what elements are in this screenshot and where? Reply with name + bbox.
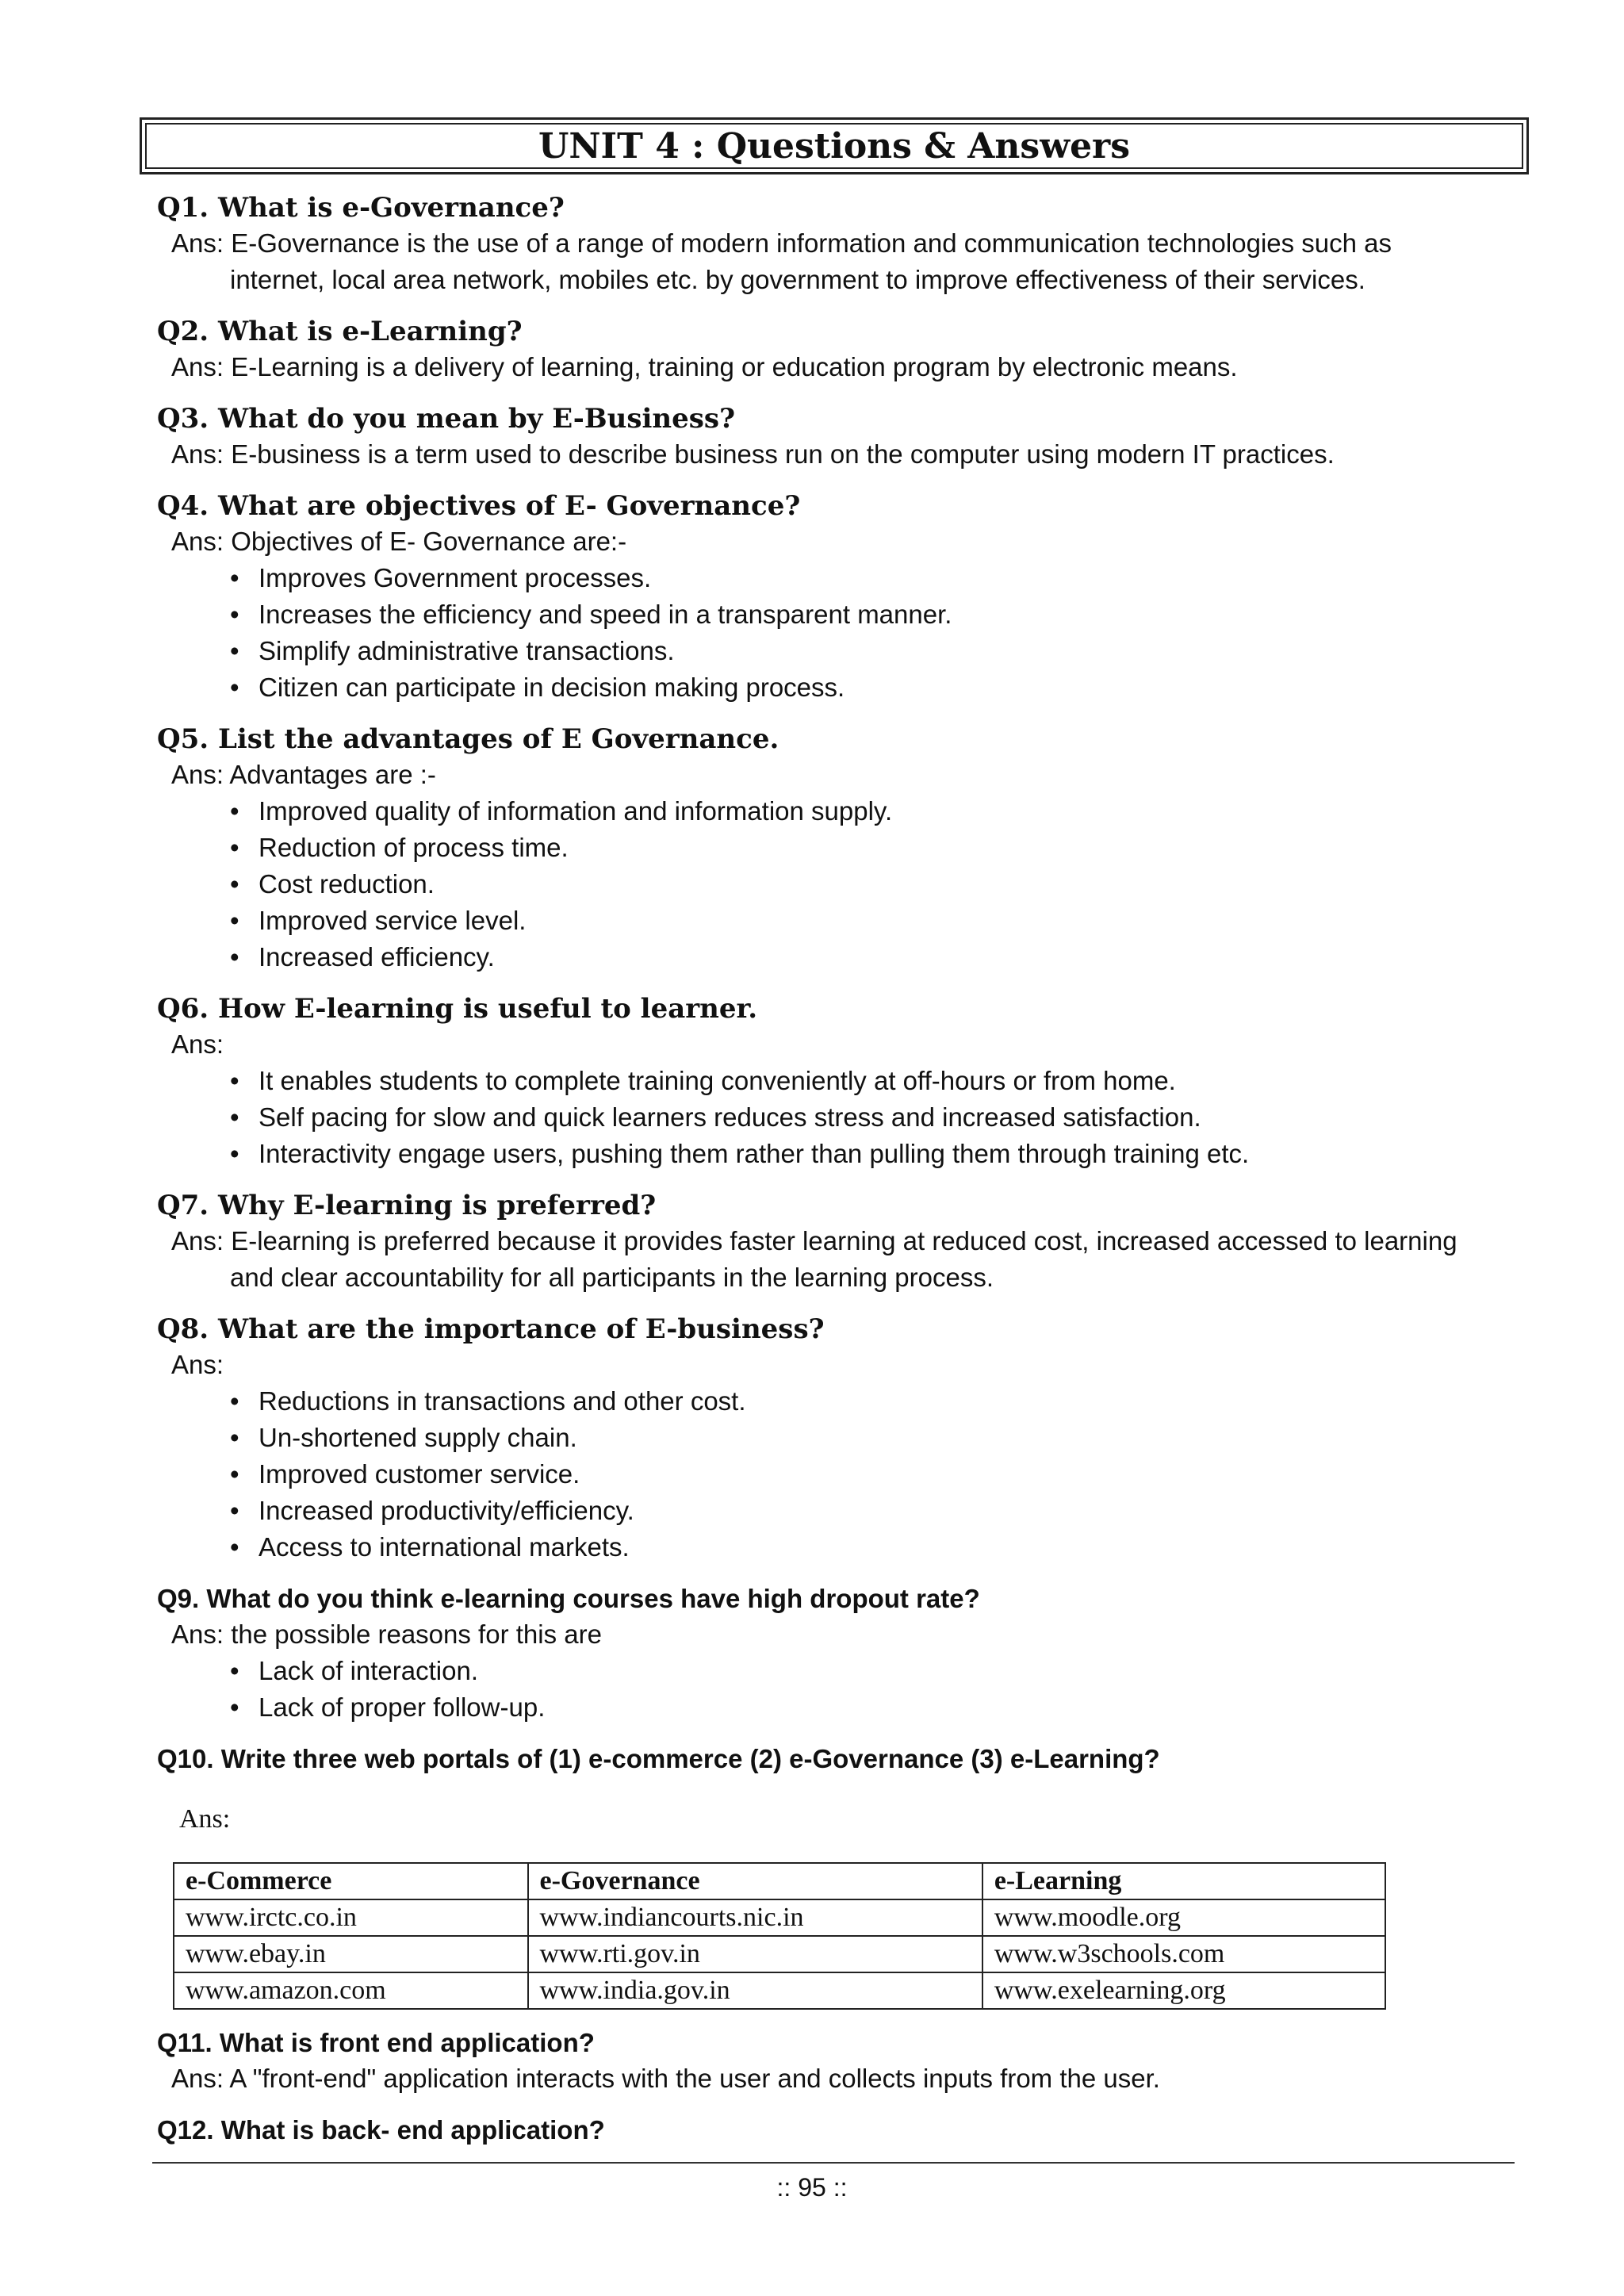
answer-text: Ans: Advantages are :- bbox=[171, 760, 436, 789]
list-item: • Improved customer service. bbox=[230, 1456, 1521, 1493]
table-cell: www.rti.gov.in bbox=[528, 1936, 982, 1972]
qa-block-q8 bbox=[157, 1312, 1521, 1566]
table-cell: www.w3schools.com bbox=[982, 1936, 1385, 1972]
answer-text: Ans: E-Learning is a delivery of learning, training or education program by electronic means. bbox=[171, 352, 1238, 381]
qa-block-q1 bbox=[157, 190, 1521, 298]
table-cell: www.ebay.in bbox=[174, 1936, 528, 1972]
qa-content bbox=[157, 190, 1521, 2164]
bullet-list bbox=[157, 1653, 1521, 1726]
answer-text: Ans: bbox=[179, 1804, 231, 1834]
answer-line: internet, local area network, mobiles etc. by government to improve effectiveness of their services. bbox=[230, 265, 1365, 294]
column-header: e-Governance bbox=[528, 1863, 982, 1899]
table-row bbox=[174, 1972, 1385, 2009]
table-row bbox=[174, 1899, 1385, 1936]
table-cell: www.moodle.org bbox=[982, 1899, 1385, 1936]
answer-text: Ans: E-business is a term used to describe business run on the computer using modern IT practices. bbox=[171, 439, 1335, 469]
table-cell: www.indiancourts.nic.in bbox=[528, 1899, 982, 1936]
qa-block-q6 bbox=[157, 991, 1521, 1172]
question-heading: Q3. What do you mean by E-Business? bbox=[157, 403, 735, 435]
qa-block-q5 bbox=[157, 722, 1521, 976]
list-item: • Un-shortened supply chain. bbox=[230, 1420, 1521, 1456]
list-item: • Improves Government processes. bbox=[230, 560, 1521, 596]
answer-text: Ans: A "front-end" application interacts with the user and collects inputs from the user. bbox=[171, 2064, 1160, 2093]
question-heading: Q10. Write three web portals of (1) e-commerce (2) e-Governance (3) e-Learning? bbox=[157, 1744, 1160, 1773]
bullet-list bbox=[157, 1383, 1521, 1566]
answer-line: Ans: E-learning is preferred because it provides faster learning at reduced cost, increased accessed to learning bbox=[171, 1226, 1457, 1255]
list-item: • Self pacing for slow and quick learners reduces stress and increased satisfaction. bbox=[230, 1099, 1521, 1136]
question-heading: Q7. Why E-learning is preferred? bbox=[157, 1190, 657, 1221]
column-header: e-Learning bbox=[982, 1863, 1385, 1899]
answer-text bbox=[171, 1223, 1521, 1296]
list-item: • Lack of proper follow-up. bbox=[230, 1689, 1521, 1726]
list-item: • Interactivity engage users, pushing them rather than pulling them through training etc. bbox=[230, 1136, 1521, 1172]
list-item: • It enables students to complete training conveniently at off-hours or from home. bbox=[230, 1063, 1521, 1099]
qa-block-q3 bbox=[157, 401, 1521, 473]
table-header-row bbox=[174, 1863, 1385, 1899]
table-cell: www.amazon.com bbox=[174, 1972, 528, 2009]
qa-block-q4 bbox=[157, 489, 1521, 706]
list-item: • Access to international markets. bbox=[230, 1529, 1521, 1566]
list-item: • Improved quality of information and information supply. bbox=[230, 793, 1521, 830]
list-item: • Cost reduction. bbox=[230, 866, 1521, 903]
qa-block-q9 bbox=[157, 1581, 1521, 1726]
bullet-list bbox=[157, 1063, 1521, 1172]
list-item: • Lack of interaction. bbox=[230, 1653, 1521, 1689]
question-heading: Q2. What is e-Learning? bbox=[157, 316, 523, 347]
list-item: • Reduction of process time. bbox=[230, 830, 1521, 866]
answer-line: Ans: E-Governance is the use of a range of modern information and communication technologies such as bbox=[171, 228, 1392, 258]
answer-text bbox=[171, 225, 1521, 298]
page-number: :: 95 :: bbox=[776, 2173, 848, 2202]
question-heading: Q1. What is e-Governance? bbox=[157, 192, 565, 224]
bullet-list bbox=[157, 560, 1521, 706]
answer-text: Ans: Objectives of E- Governance are:- bbox=[171, 527, 627, 556]
web-portals-table bbox=[173, 1862, 1386, 2010]
list-item: • Increases the efficiency and speed in a transparent manner. bbox=[230, 596, 1521, 633]
list-item: • Reductions in transactions and other cost. bbox=[230, 1383, 1521, 1420]
qa-block-q10 bbox=[157, 1742, 1521, 2010]
question-heading: Q9. What do you think e-learning courses have high dropout rate? bbox=[157, 1584, 980, 1613]
question-heading: Q8. What are the importance of E-business? bbox=[157, 1313, 825, 1345]
page-title: UNIT 4 : Questions & Answers bbox=[145, 123, 1523, 169]
qa-block-q7 bbox=[157, 1188, 1521, 1296]
answer-text: Ans: bbox=[171, 1350, 224, 1379]
list-item: • Simplify administrative transactions. bbox=[230, 633, 1521, 669]
table-cell: www.india.gov.in bbox=[528, 1972, 982, 2009]
table-row bbox=[174, 1936, 1385, 1972]
footer-divider bbox=[152, 2162, 1515, 2164]
list-item: • Improved service level. bbox=[230, 903, 1521, 939]
answer-text: Ans: the possible reasons for this are bbox=[171, 1619, 602, 1649]
answer-text: Ans: bbox=[171, 1029, 224, 1059]
question-heading: Q4. What are objectives of E- Governance? bbox=[157, 490, 801, 522]
list-item: • Increased efficiency. bbox=[230, 939, 1521, 976]
table-cell: www.exelearning.org bbox=[982, 1972, 1385, 2009]
list-item: • Increased productivity/efficiency. bbox=[230, 1493, 1521, 1529]
question-heading: Q6. How E-learning is useful to learner. bbox=[157, 993, 758, 1025]
answer-line: and clear accountability for all participants in the learning process. bbox=[230, 1263, 994, 1292]
question-heading: Q5. List the advantages of E Governance. bbox=[157, 723, 779, 755]
qa-block-q11 bbox=[157, 2026, 1521, 2097]
qa-block-q2 bbox=[157, 314, 1521, 385]
list-item: • Citizen can participate in decision making process. bbox=[230, 669, 1521, 706]
title-box bbox=[140, 117, 1529, 174]
column-header: e-Commerce bbox=[174, 1863, 528, 1899]
question-heading: Q11. What is front end application? bbox=[157, 2028, 595, 2057]
question-heading: Q12. What is back- end application? bbox=[157, 2115, 605, 2145]
bullet-list bbox=[157, 793, 1521, 976]
qa-block-q12 bbox=[157, 2113, 1521, 2148]
table-cell: www.irctc.co.in bbox=[174, 1899, 528, 1936]
